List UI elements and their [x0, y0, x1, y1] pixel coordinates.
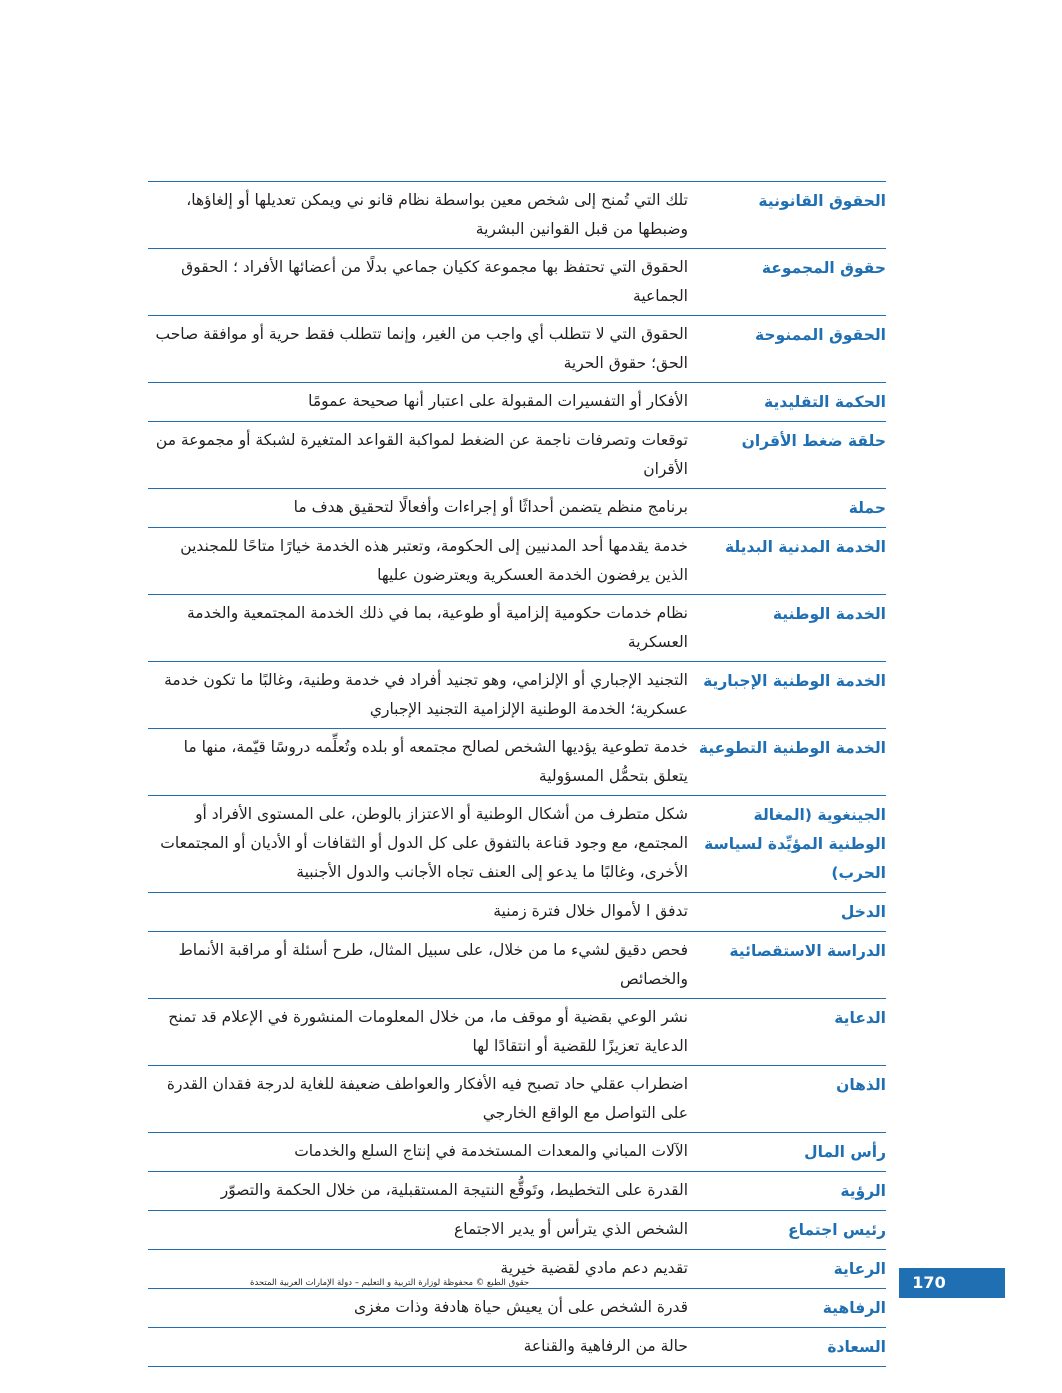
- glossary-row: [148, 893, 886, 932]
- glossary-definition: قدرة الشخص على أن يعيش حياة هادفة وذات مغزى: [353, 1298, 688, 1316]
- glossary-row: [148, 383, 886, 422]
- glossary-row: [148, 182, 886, 249]
- glossary-term: الجينغوية (المغالة الوطنية المؤيِّدة لسياسة الحرب): [704, 806, 886, 882]
- glossary-term: الخدمة المدنية البديلة: [724, 538, 886, 556]
- glossary-table: [148, 181, 886, 1367]
- glossary-row: [148, 316, 886, 383]
- glossary-definition: التجنيد الإجباري أو الإلزامي، وهو تجنيد أفراد في خدمة وطنية، وغالبًا ما تكون خدمة عسكرية؛ الخدمة الوطنية الإلزامية التجنيد الإجباري: [164, 671, 688, 718]
- glossary-definition: الأفكار أو التفسيرات المقبولة على اعتبار أنها صحيحة عمومًا: [308, 392, 688, 410]
- glossary-definition: الآلات المباني والمعدات المستخدمة في إنتاج السلع والخدمات: [294, 1142, 688, 1160]
- glossary-term: الدعاية: [834, 1009, 886, 1027]
- glossary-definition: القدرة على التخطيط، وتَوقُّع النتيجة المستقبلية، من خلال الحكمة والتصوّر: [220, 1181, 688, 1199]
- glossary-row: [148, 662, 886, 729]
- glossary-row: [148, 422, 886, 489]
- page-number: 170: [912, 1273, 946, 1292]
- glossary-term: الحقوق الممنوحة: [755, 326, 886, 344]
- glossary-row: [148, 999, 886, 1066]
- glossary-row: [148, 796, 886, 893]
- glossary-definition: فحص دقيق لشيء ما من خلال، على سبيل المثال، طرح أسئلة أو مراقبة الأنماط والخصائص: [178, 941, 688, 988]
- glossary-term: الرعاية: [833, 1260, 886, 1278]
- glossary-row: [148, 1328, 886, 1367]
- glossary-row: [148, 528, 886, 595]
- glossary-term: الذهان: [836, 1076, 886, 1094]
- glossary-row: [148, 1066, 886, 1133]
- glossary-term: الرؤية: [840, 1182, 886, 1200]
- glossary-term: حقوق المجموعة: [761, 259, 886, 277]
- glossary-definition: شكل متطرف من أشكال الوطنية أو الاعتزاز بالوطن، على المستوى الأفراد أو المجتمع، مع وجود قناعة بالتفوق على كل الدول أو الثقافات أو الأديان أو المجتمعات الأخرى، وغالبًا ما يدعو إلى العنف تجاه الأجانب والدول الأجنبية: [160, 805, 688, 881]
- glossary-term: الرفاهية: [822, 1299, 886, 1317]
- glossary-term: الحقوق القانونية: [758, 192, 886, 210]
- glossary-row: [148, 489, 886, 528]
- glossary-term: الخدمة الوطنية الإجبارية: [703, 672, 886, 690]
- glossary-term: الحكمة التقليدية: [764, 393, 886, 411]
- glossary-definition: تلك التي تُمنح إلى شخص معين بواسطة نظام قانو ني ويمكن تعديلها أو إلغاؤها، وضبطها من قبل القوانين البشرية: [186, 191, 688, 238]
- glossary-row: [148, 1172, 886, 1211]
- glossary-definition: توقعات وتصرفات ناجمة عن الضغط لمواكبة القواعد المتغيرة لشبكة أو مجموعة من الأقران: [155, 431, 688, 478]
- glossary-term: الخدمة الوطنية التطوعية: [698, 739, 886, 757]
- glossary-definition: اضطراب عقلي حاد تصبح فيه الأفكار والعواطف ضعيفة للغاية لدرجة فقدان القدرة على التواصل مع الواقع الخارجي: [166, 1075, 688, 1122]
- glossary-definition: تقديم دعم مادي لقضية خيرية: [500, 1259, 688, 1277]
- glossary-row: [148, 1211, 886, 1250]
- glossary-definition: برنامج منظم يتضمن أحداثًا أو إجراءات وأفعالًا لتحقيق هدف ما: [293, 498, 688, 516]
- glossary-definition: الحقوق التي تحتفظ بها مجموعة ككيان جماعي بدلًا من أعضائها الأفراد ؛ الحقوق الجماعية: [181, 258, 688, 305]
- glossary-term: رئيس اجتماع: [788, 1221, 886, 1239]
- glossary-term: الدخل: [840, 903, 886, 921]
- glossary-definition: خدمة يقدمها أحد المدنيين إلى الحكومة، وتعتبر هذه الخدمة خيارًا متاحًا للمجندين الذين يرفضون الخدمة العسكرية ويعترضون عليها: [180, 537, 688, 584]
- glossary-definition: الحقوق التي لا تتطلب أي واجب من الغير، وإنما تتطلب فقط حرية أو موافقة صاحب الحق؛ حقوق الحرية: [155, 325, 688, 372]
- glossary-definition: حالة من الرفاهية والقناعة: [523, 1337, 688, 1355]
- glossary-term: الخدمة الوطنية: [772, 605, 886, 623]
- glossary-definition: نشر الوعي بقضية أو موقف ما، من خلال المعلومات المنشورة في الإعلام قد تمنح الدعاية تعزيزًا للقضية أو انتقادًا لها: [168, 1008, 688, 1055]
- glossary-row: [148, 1289, 886, 1328]
- glossary-definition: تدفق ا لأموال خلال فترة زمنية: [493, 902, 688, 920]
- glossary-row: [148, 1133, 886, 1172]
- copyright-notice: حقوق الطبع © محفوظة لوزارة التربية و التعليم – دولة الإمارات العربية المتحدة: [250, 1278, 530, 1288]
- glossary-term: حملة: [848, 499, 886, 517]
- glossary-row: [148, 932, 886, 999]
- glossary-definition: خدمة تطوعية يؤديها الشخص لصالح مجتمعه أو بلده وتُعلِّمه دروسًا قيّمة، منها ما يتعلق بتحمُّل المسؤولية: [183, 738, 688, 785]
- glossary-term: حلقة ضغط الأقران: [741, 432, 886, 450]
- glossary-term: رأس المال: [804, 1143, 886, 1161]
- glossary-term: السعادة: [827, 1338, 886, 1356]
- glossary-row: [148, 729, 886, 796]
- glossary-row: [148, 249, 886, 316]
- glossary-term: الدراسة الاستقصائية: [729, 942, 886, 960]
- glossary-row: [148, 595, 886, 662]
- glossary-definition: الشخص الذي يترأس أو يدير الاجتماع: [454, 1220, 688, 1238]
- glossary-definition: نظام خدمات حكومية إلزامية أو طوعية، بما في ذلك الخدمة المجتمعية والخدمة العسكرية: [186, 604, 688, 651]
